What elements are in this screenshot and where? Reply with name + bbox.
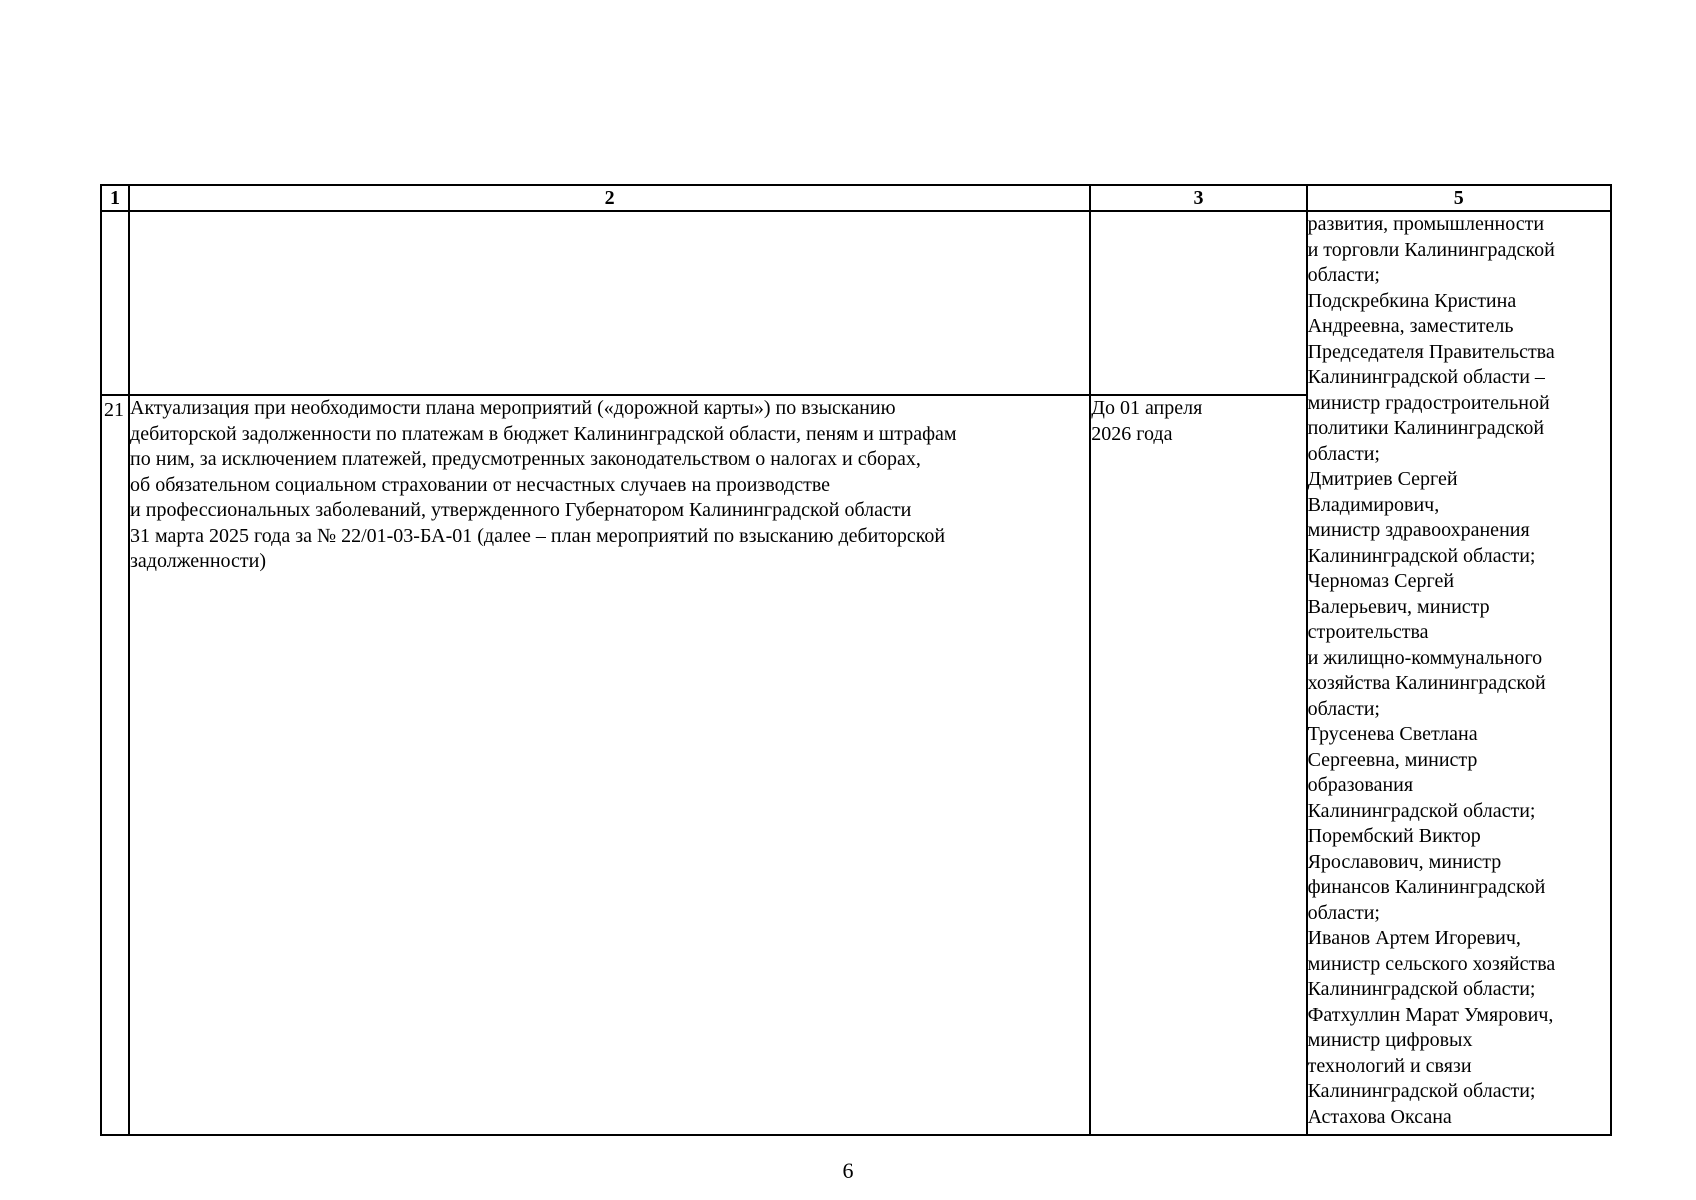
table-row-continuation [101,211,1611,395]
table-header-row [101,185,1611,211]
continuation-deadline-cell [1090,211,1306,395]
header-col-5: 5 [1307,185,1611,211]
continuation-num-cell [101,211,129,395]
header-col-1: 1 [101,185,129,211]
responsible-persons-cell: развития, промышленности и торговли Калининградской области; Подскребкина Кристина Андреевна, заместитель Председателя Правительства Калининградской области – министр градостроительной политики Калининградской области; Дмитриев Сергей Владимирович, министр здравоохранения Калининградской области; Черномаз Сергей Валерьевич, министр строительства и жилищно-коммунального хозяйства Калининградской области; Трусенева Светлана Сергеевна, министр образования Калининградской области; Порембский Виктор Ярославович, министр финансов Калининградской области; Иванов Артем Игоревич, министр сельского хозяйства Калининградской области; Фатхуллин Марат Умярович, министр цифровых технологий и связи Калининградской области; Астахова Оксана [1307,211,1611,1135]
row-number: 21 [101,395,129,1135]
header-col-2: 2 [129,185,1090,211]
row-description: Актуализация при необходимости плана мероприятий («дорожной карты») по взысканию дебиторской задолженности по платежам в бюджет Калининградской области, пеням и штрафам по ним, за исключением платежей, предусмотренных законодательством о налогах и сборах, об обязательном социальном страховании от несчастных случаев на производстве и профессиональных заболеваний, утвержденного Губернатором Калининградской области 31 марта 2025 года за № 22/01-03-БА-01 (далее – план мероприятий по взысканию дебиторской задолженности) [129,395,1090,1135]
row-deadline: До 01 апреля 2026 года [1090,395,1306,1135]
page-number: 6 [842,1158,854,1183]
plan-table [100,184,1612,1136]
header-col-3: 3 [1090,185,1306,211]
continuation-description-cell [129,211,1090,395]
